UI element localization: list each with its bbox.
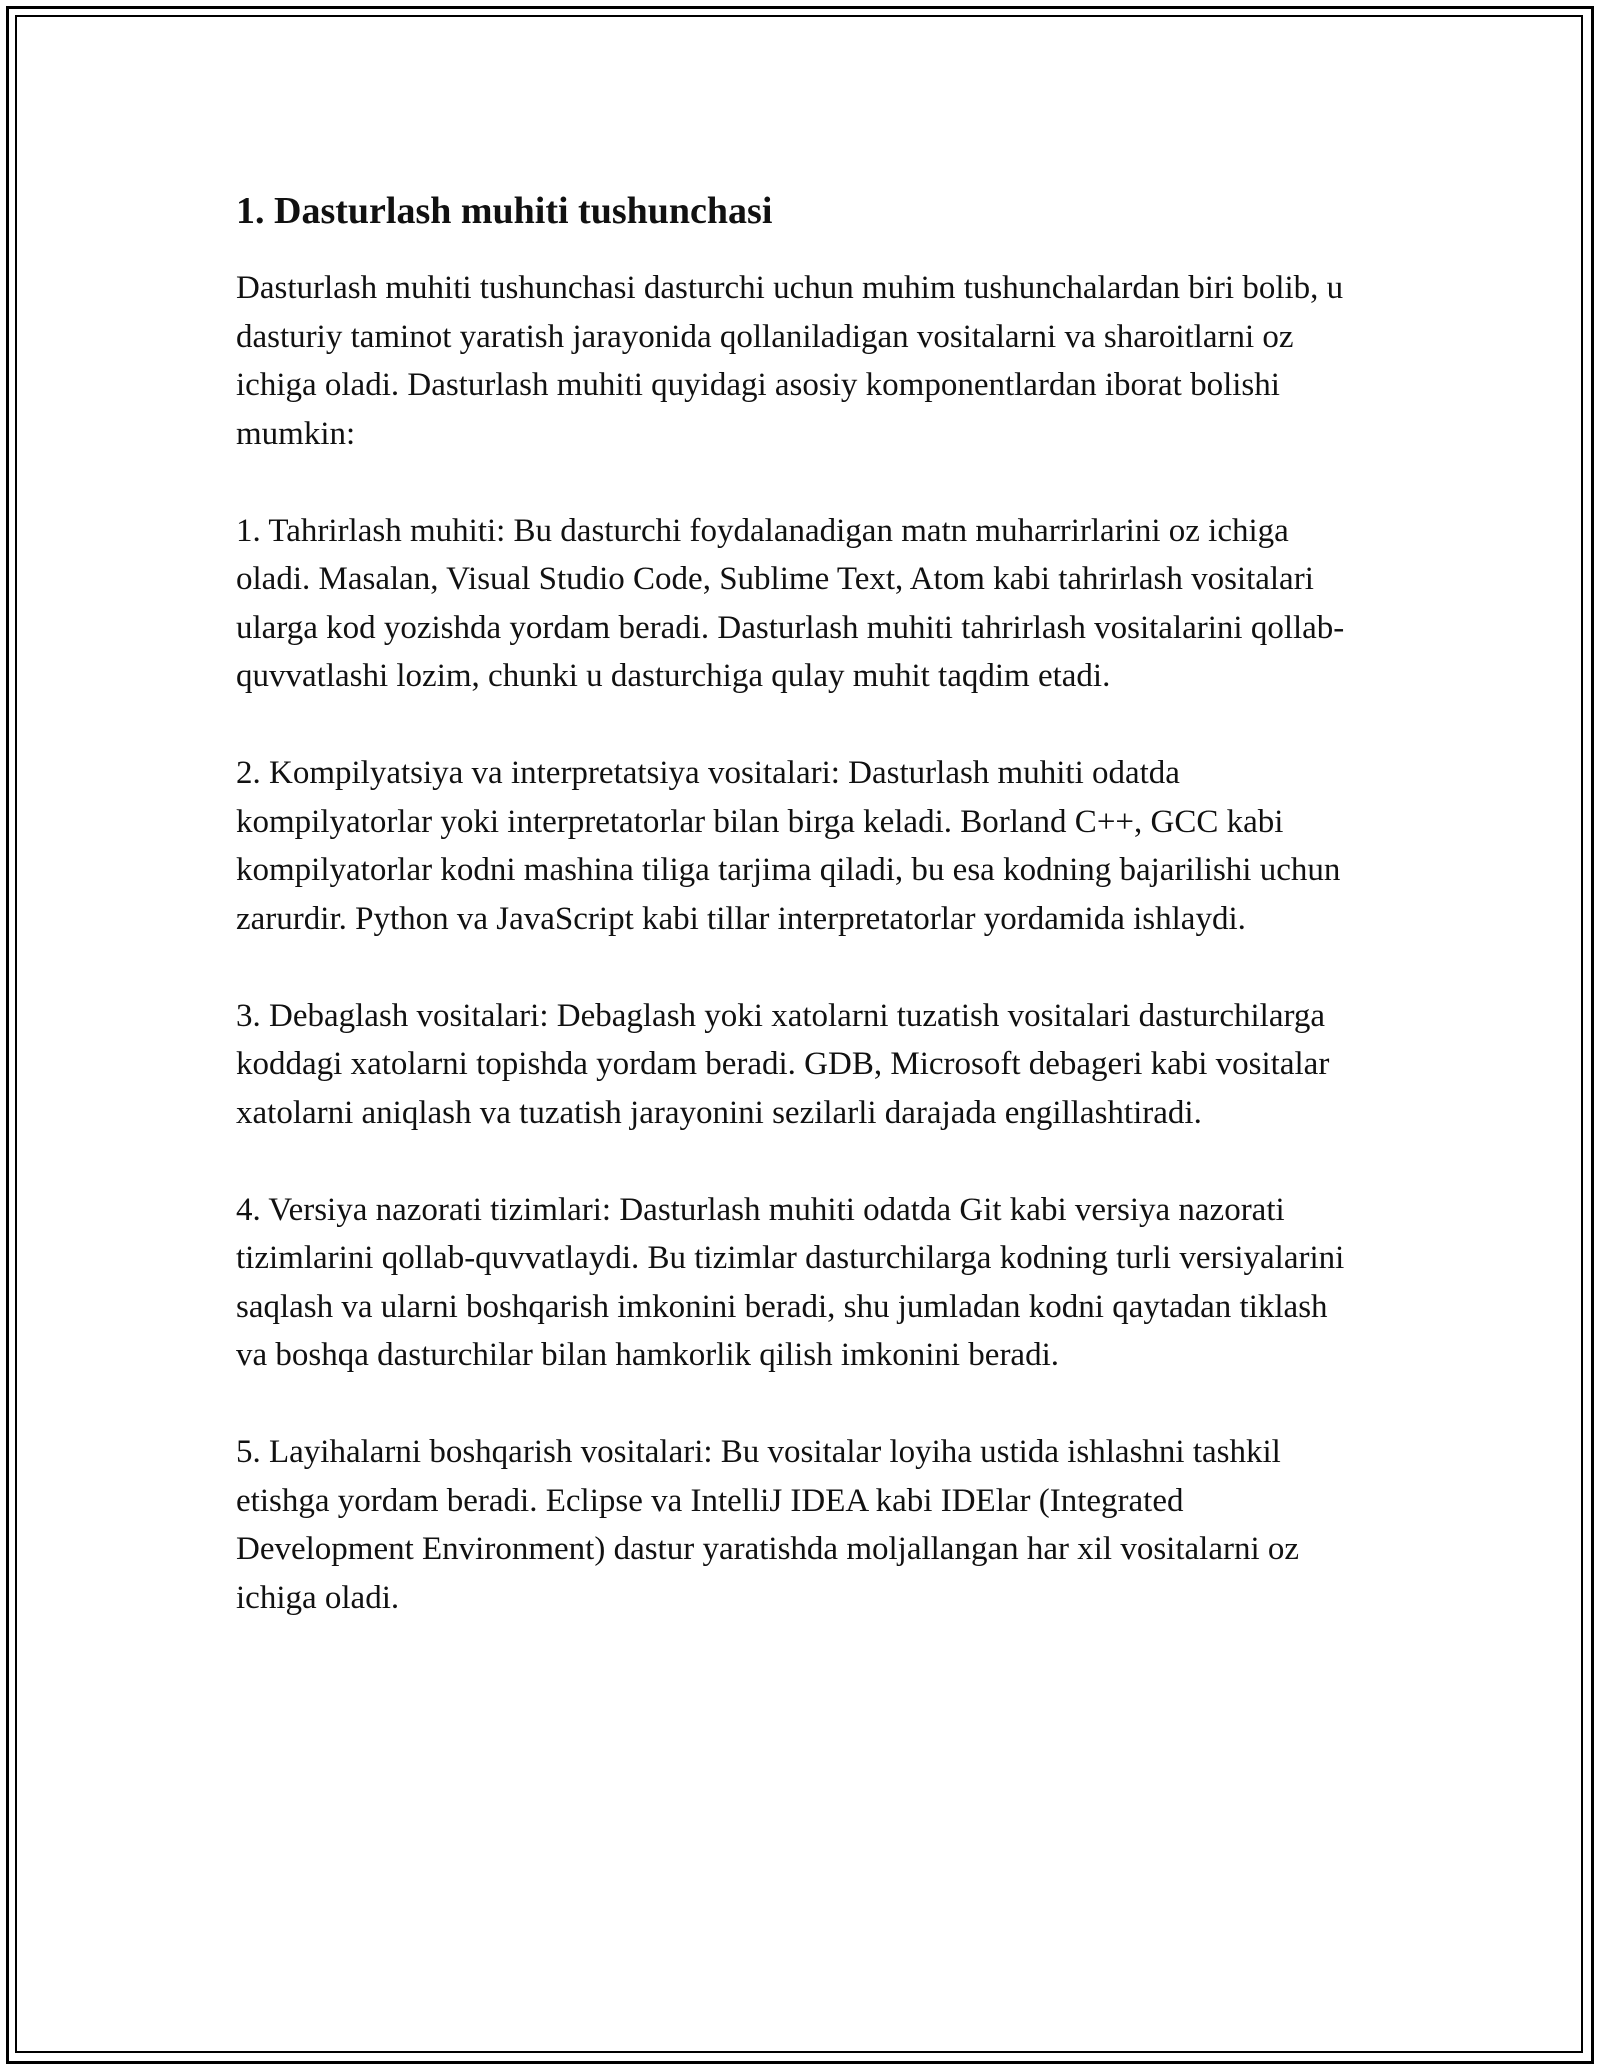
item-paragraph-version-control: 4. Versiya nazorati tizimlari: Dasturlash muhiti odatda Git kabi versiya nazorati tizimlarini qollab-quvvatlaydi. Bu tizimlar dasturchilarga kodning turli versiyalarini saqlash va ularni boshqarish imkonini beradi, shu jumladan kodni qaytadan tiklash va boshqa dasturchilar bilan hamkorlik qilish imkonini beradi. [236, 1191, 1345, 1373]
item-paragraph-debugging: 3. Debaglash vositalari: Debaglash yoki xatolarni tuzatish vositalari dasturchilarga koddagi xatolarni topishda yordam beradi. GDB, Microsoft debageri kabi vositalar xatolarni aniqlash va tuzatish jarayonini sezilarli darajada engillashtiradi. [236, 997, 1330, 1131]
document-body [236, 186, 1366, 1671]
item-paragraph-editing: 1. Tahrirlash muhiti: Bu dasturchi foydalanadigan matn muharrirlarini oz ichiga oladi. Masalan, Visual Studio Code, Sublime Text, Atom kabi tahrirlash vositalari ularga kod yozishda yordam beradi. Dasturlash muhiti tahrirlash vositalarini qollab-quvvatlashi lozim, chunki u dasturchiga qulay muhit taqdim etadi. [236, 512, 1345, 694]
item-paragraph-project-management: 5. Layihalarni boshqarish vositalari: Bu vositalar loyiha ustida ishlashni tashkil etishga yordam beradi. Eclipse va IntelliJ IDEA kabi IDElar (Integrated Development Environment) dastur yaratishda moljallangan har xil vositalarni oz ichiga oladi. [236, 1434, 1300, 1616]
intro-paragraph: Dasturlash muhiti tushunchasi dasturchi uchun muhim tushunchalardan biri bolib, u dasturiy taminot yaratish jarayonida qollaniladigan vositalarni va sharoitlarni oz ichiga oladi. Dasturlash muhiti quyidagi asosiy komponentlardan iborat bolishi mumkin: [236, 270, 1344, 452]
section-heading: 1. Dasturlash muhiti tushunchasi [236, 190, 773, 232]
item-paragraph-compilation: 2. Kompilyatsiya va interpretatsiya vositalari: Dasturlash muhiti odatda kompilyatorlar yoki interpretatorlar bilan birga keladi. Borland C++, GCC kabi kompilyatorlar kodni mashina tiliga tarjima qiladi, bu esa kodning bajarilishi uchun zarurdir. Python va JavaScript kabi tillar interpretatorlar yordamida ishlaydi. [236, 755, 1341, 937]
